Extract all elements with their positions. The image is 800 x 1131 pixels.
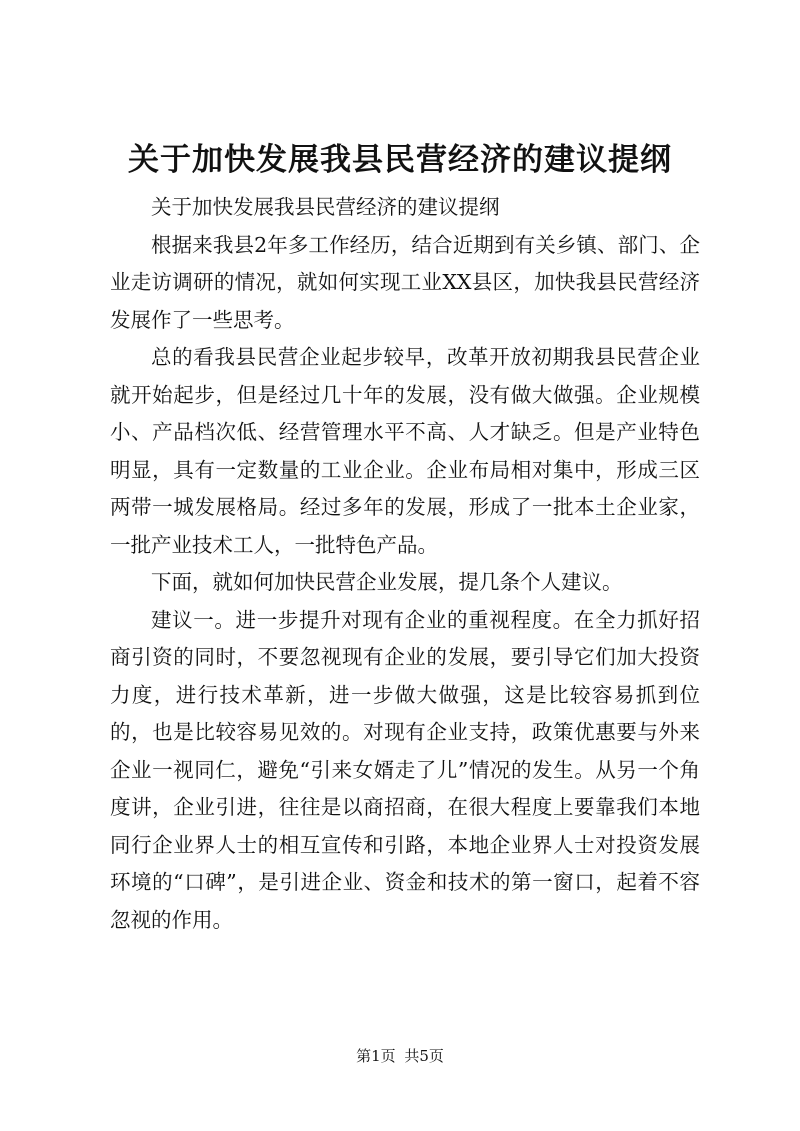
paragraph-suggestion-one: 建议一。进一步提升对现有企业的重视程度。在全力抓好招商引资的同时，不要忽视现有企业的发展，要引导它们加大投资力度，进行技术革新，进一步做大做强，这是比较容易抓到位的，也是比较容易见效的。对现有企业支持，政策优惠要与外来企业一视同仁，避免“引来女婿走了儿”情况的发生。从另一个角度讲，企业引进，往往是以商招商，在很大程度上要靠我们本地同行企业界人士的相互宣传和引路，本地企业界人士对投资发展环境的“口碑”，是引进企业、资金和技术的第一窗口，起着不容忽视的作用。: [110, 607, 700, 932]
paragraph-subtitle: 关于加快发展我县民营经济的建议提纲: [151, 195, 500, 219]
document-title: 关于加快发展我县民营经济的建议提纲: [128, 142, 672, 178]
paragraph-intro: 根据来我县2年多工作经历，结合近期到有关乡镇、部门、企业走访调研的情况，就如何实现工业XX县区，加快我县民营经济发展作了一些思考。: [110, 232, 700, 332]
paragraph-transition: 下面，就如何加快民营企业发展，提几条个人建议。: [151, 570, 623, 594]
paragraph-overview: 总的看我县民营企业起步较早，改革开放初期我县民营企业就开始起步，但是经过几十年的发展，没有做大做强。企业规模小、产品档次低、经营管理水平不高、人才缺乏。但是产业特色明显，具有一定数量的工业企业。企业布局相对集中，形成三区两带一城发展格局。经过多年的发展，形成了一批本土企业家，一批产业技术工人，一批特色产品。: [110, 345, 700, 557]
page-number-footer: 第1页 共5页: [356, 1047, 444, 1065]
document-body: [110, 189, 700, 939]
